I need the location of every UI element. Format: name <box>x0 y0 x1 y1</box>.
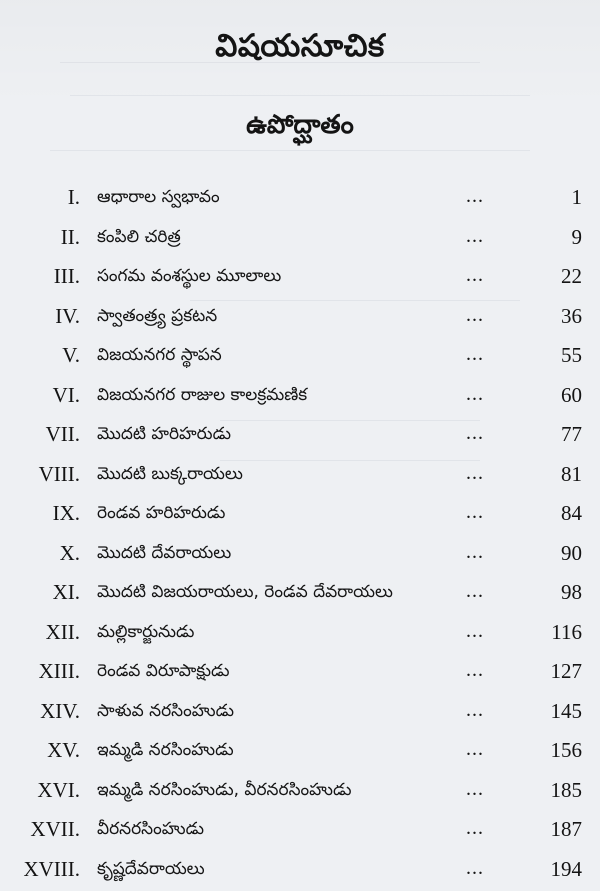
dot-leader: ... <box>466 777 484 800</box>
chapter-title: విజయనగర రాజుల కాలక్రమణిక <box>97 384 308 405</box>
toc-entry <box>0 456 600 496</box>
toc-entry <box>0 653 600 693</box>
toc-entry <box>0 416 600 456</box>
dot-leader: ... <box>466 185 484 207</box>
chapter-numeral: XVIII. <box>23 856 80 881</box>
toc-entry <box>0 535 600 575</box>
chapter-title: కంపిలి చరిత్ర <box>97 226 181 247</box>
toc-entry <box>0 258 600 298</box>
page-number: 36 <box>561 303 582 328</box>
chapter-title: ఇమ్మడి నరసింహుడు, వీరనరసింహుడు <box>97 779 352 800</box>
page-number: 187 <box>550 817 582 841</box>
bleed-through-line <box>70 95 530 96</box>
page-number: 84 <box>561 501 582 525</box>
dot-leader: ... <box>466 303 484 326</box>
chapter-title: సాళువ నరసింహుడు <box>97 700 235 721</box>
dot-leader: ... <box>466 659 484 681</box>
page-number: 77 <box>561 422 582 446</box>
page-number: 185 <box>550 777 582 802</box>
chapter-title: రెండవ విరూపాక్షుడు <box>97 661 230 681</box>
chapter-title: మొదటి బుక్కరాయలు <box>97 463 243 484</box>
dot-leader: ... <box>466 422 484 444</box>
toc-entry <box>0 574 600 614</box>
toc-entry <box>0 772 600 812</box>
chapter-numeral: XVI. <box>37 777 80 802</box>
table-of-contents <box>0 179 600 890</box>
chapter-numeral: XIV. <box>40 698 80 723</box>
chapter-numeral: XII. <box>45 619 80 644</box>
chapter-numeral: VIII. <box>38 461 80 486</box>
toc-entry <box>0 337 600 377</box>
chapter-numeral: II. <box>60 224 80 249</box>
chapter-title: మొదటి దేవరాయలు <box>97 542 232 563</box>
chapter-title: ఆధారాల స్వభావం <box>97 187 220 207</box>
chapter-title: మల్లికార్జునుడు <box>97 621 195 642</box>
dot-leader: ... <box>466 856 484 879</box>
dot-leader: ... <box>466 738 484 760</box>
dot-leader: ... <box>466 817 484 839</box>
page-number: 22 <box>561 264 582 288</box>
chapter-title: మొదటి హరిహరుడు <box>97 424 232 444</box>
chapter-title: సంగమ వంశస్థుల మూలాలు <box>97 266 282 286</box>
toc-entry <box>0 179 600 219</box>
page-number: 90 <box>561 540 582 565</box>
page-title: విషయసూచిక <box>215 28 385 64</box>
page-number: 9 <box>571 224 582 249</box>
chapter-title: కృష్ణదేవరాయలు <box>97 858 205 879</box>
toc-entry <box>0 693 600 733</box>
page-number: 1 <box>571 185 582 209</box>
toc-entry <box>0 614 600 654</box>
chapter-numeral: VII. <box>45 422 80 446</box>
dot-leader: ... <box>466 264 484 286</box>
toc-entry <box>0 495 600 535</box>
chapter-title: మొదటి విజయరాయలు, రెండవ దేవరాయలు <box>97 582 393 602</box>
page-number: 194 <box>550 856 582 881</box>
toc-entry <box>0 851 600 891</box>
page-number: 127 <box>550 659 582 683</box>
chapter-numeral: IV. <box>55 303 80 328</box>
dot-leader: ... <box>466 540 484 563</box>
dot-leader: ... <box>466 501 484 523</box>
page-number: 156 <box>550 738 582 762</box>
chapter-title: స్వాతంత్ర్య ప్రకటన <box>97 305 218 326</box>
dot-leader: ... <box>466 343 484 365</box>
chapter-title: విజయనగర స్థాపన <box>97 345 222 365</box>
chapter-numeral: VI. <box>52 382 80 407</box>
page-number: 55 <box>561 343 582 367</box>
chapter-numeral: XI. <box>52 580 80 604</box>
chapter-title: రెండవ హరిహరుడు <box>97 503 226 523</box>
chapter-numeral: V. <box>62 343 80 367</box>
chapter-numeral: IX. <box>52 501 80 525</box>
toc-entry <box>0 732 600 772</box>
chapter-numeral: XVII. <box>30 817 80 841</box>
dot-leader: ... <box>466 224 484 247</box>
chapter-numeral: X. <box>59 540 80 565</box>
page-number: 81 <box>561 461 582 486</box>
chapter-numeral: XIII. <box>38 659 80 683</box>
chapter-numeral: XV. <box>47 738 80 762</box>
chapter-numeral: III. <box>53 264 80 288</box>
chapter-numeral: I. <box>67 185 80 209</box>
dot-leader: ... <box>466 619 484 642</box>
bleed-through-line <box>50 150 530 151</box>
toc-entry <box>0 811 600 851</box>
dot-leader: ... <box>466 382 484 405</box>
toc-entry <box>0 298 600 338</box>
toc-entry <box>0 377 600 417</box>
dot-leader: ... <box>466 580 484 602</box>
chapter-title: వీరనరసింహుడు <box>97 819 205 839</box>
page-number: 98 <box>561 580 582 604</box>
page-number: 145 <box>550 698 582 723</box>
page-number: 60 <box>561 382 582 407</box>
toc-entry <box>0 219 600 259</box>
dot-leader: ... <box>466 461 484 484</box>
section-heading: ఉపోద్ఘాతం <box>246 110 354 140</box>
dot-leader: ... <box>466 698 484 721</box>
chapter-title: ఇమ్మడి నరసింహుడు <box>97 740 234 760</box>
page-number: 116 <box>551 619 582 644</box>
